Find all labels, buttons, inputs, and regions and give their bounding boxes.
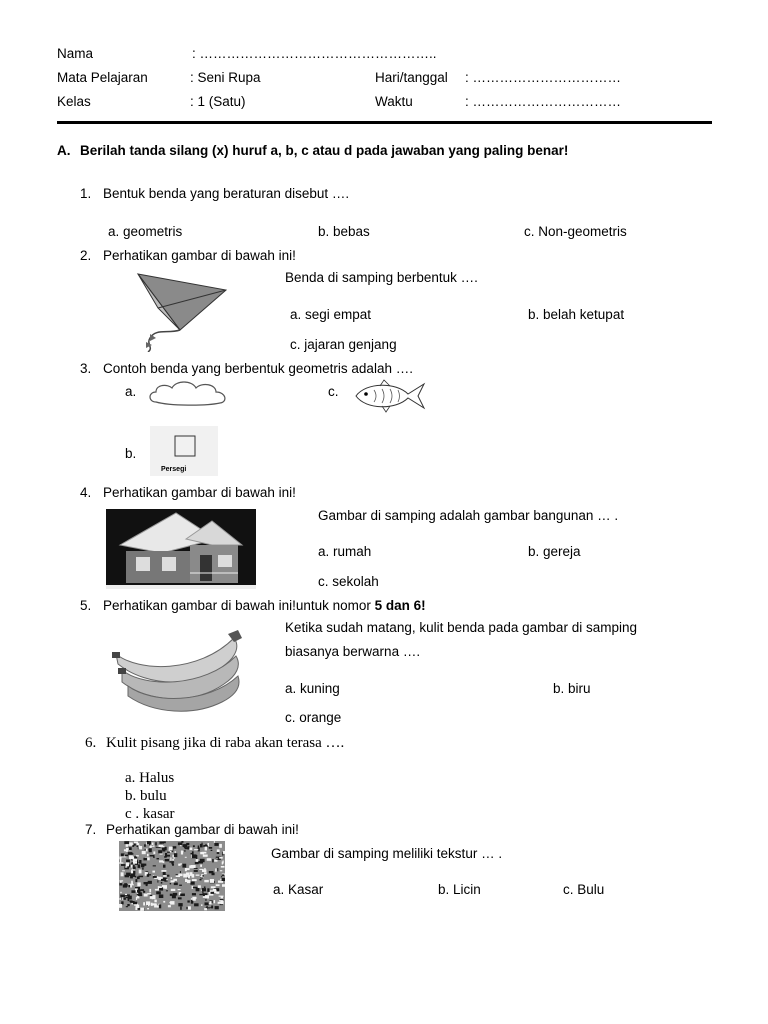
q5-option-c[interactable]: c. orange (285, 710, 342, 725)
q2-side-text: Benda di samping berbentuk …. (285, 270, 478, 285)
q3-option-b[interactable]: b. (125, 446, 137, 461)
q5-text-bold: 5 dan 6! (374, 598, 426, 613)
q7-number: 7. (85, 822, 97, 837)
q4-option-b[interactable]: b. gereja (528, 544, 581, 559)
waktu-label: Waktu (375, 94, 413, 109)
q5-text-line (103, 598, 426, 613)
banana-icon (108, 630, 244, 712)
waktu-value: : …………………………… (465, 94, 622, 109)
q4-number: 4. (80, 485, 92, 500)
hari-label: Hari/tanggal (375, 70, 448, 85)
q1-option-c[interactable]: c. Non-geometris (524, 224, 627, 239)
mapel-value: : Seni Rupa (190, 70, 261, 85)
q2-number: 2. (80, 248, 92, 263)
square-figure (150, 426, 218, 476)
q6-number: 6. (85, 735, 97, 751)
q1-number: 1. (80, 186, 92, 201)
fish-icon (352, 378, 428, 414)
q4-option-a[interactable]: a. rumah (318, 544, 372, 559)
q7-option-a[interactable]: a. Kasar (273, 882, 324, 897)
section-instruction: Berilah tanda silang (x) huruf a, b, c atau d pada jawaban yang paling benar! (80, 143, 569, 158)
q5-text: Perhatikan gambar di bawah ini!untuk nomor (103, 598, 375, 613)
q5-side-text-2: biasanya berwarna …. (285, 644, 421, 659)
q2-option-b[interactable]: b. belah ketupat (528, 307, 625, 322)
persegi-caption: Persegi (161, 466, 187, 473)
q1-option-a[interactable]: a. geometris (108, 224, 183, 239)
nama-value: : …………………………………………….. (192, 46, 437, 61)
q7-text: Perhatikan gambar di bawah ini! (106, 822, 299, 837)
q6-option-a[interactable]: a. Halus (125, 770, 175, 786)
q4-option-c[interactable]: c. sekolah (318, 574, 379, 589)
q5-option-b[interactable]: b. biru (553, 681, 591, 696)
q2-text: Perhatikan gambar di bawah ini! (103, 248, 296, 263)
hari-value: : …………………………… (465, 70, 622, 85)
house-icon (106, 509, 256, 589)
q6-option-b[interactable]: b. bulu (125, 788, 167, 804)
q7-side-text: Gambar di samping meliliki tekstur … . (271, 846, 503, 861)
kelas-value: : 1 (Satu) (190, 94, 246, 109)
section-letter: A. (57, 143, 71, 158)
q7-option-c[interactable]: c. Bulu (563, 882, 605, 897)
texture-icon (119, 841, 225, 911)
q2-option-c[interactable]: c. jajaran genjang (290, 337, 397, 352)
q5-option-a[interactable]: a. kuning (285, 681, 340, 696)
mapel-label: Mata Pelajaran (57, 70, 148, 85)
cloud-icon (146, 378, 232, 410)
q6-option-c[interactable]: c . kasar (125, 806, 175, 822)
q5-side-text-1: Ketika sudah matang, kulit benda pada gambar di samping (285, 620, 637, 635)
q1-text: Bentuk benda yang beraturan disebut …. (103, 186, 350, 201)
q3-text: Contoh benda yang berbentuk geometris adalah …. (103, 361, 413, 376)
q7-option-b[interactable]: b. Licin (438, 882, 481, 897)
q4-side-text: Gambar di samping adalah gambar bangunan … . (318, 508, 619, 523)
q1-option-b[interactable]: b. bebas (318, 224, 370, 239)
q5-number: 5. (80, 598, 92, 613)
q2-option-a[interactable]: a. segi empat (290, 307, 372, 322)
header-divider (57, 121, 712, 124)
square-icon (174, 435, 196, 457)
q3-option-a[interactable]: a. (125, 384, 137, 399)
nama-label: Nama (57, 46, 94, 61)
q4-text: Perhatikan gambar di bawah ini! (103, 485, 296, 500)
q3-number: 3. (80, 361, 92, 376)
kelas-label: Kelas (57, 94, 91, 109)
kite-icon (128, 268, 232, 352)
q6-text: Kulit pisang jika di raba akan terasa …. (106, 735, 345, 751)
q3-option-c[interactable]: c. (328, 384, 339, 399)
